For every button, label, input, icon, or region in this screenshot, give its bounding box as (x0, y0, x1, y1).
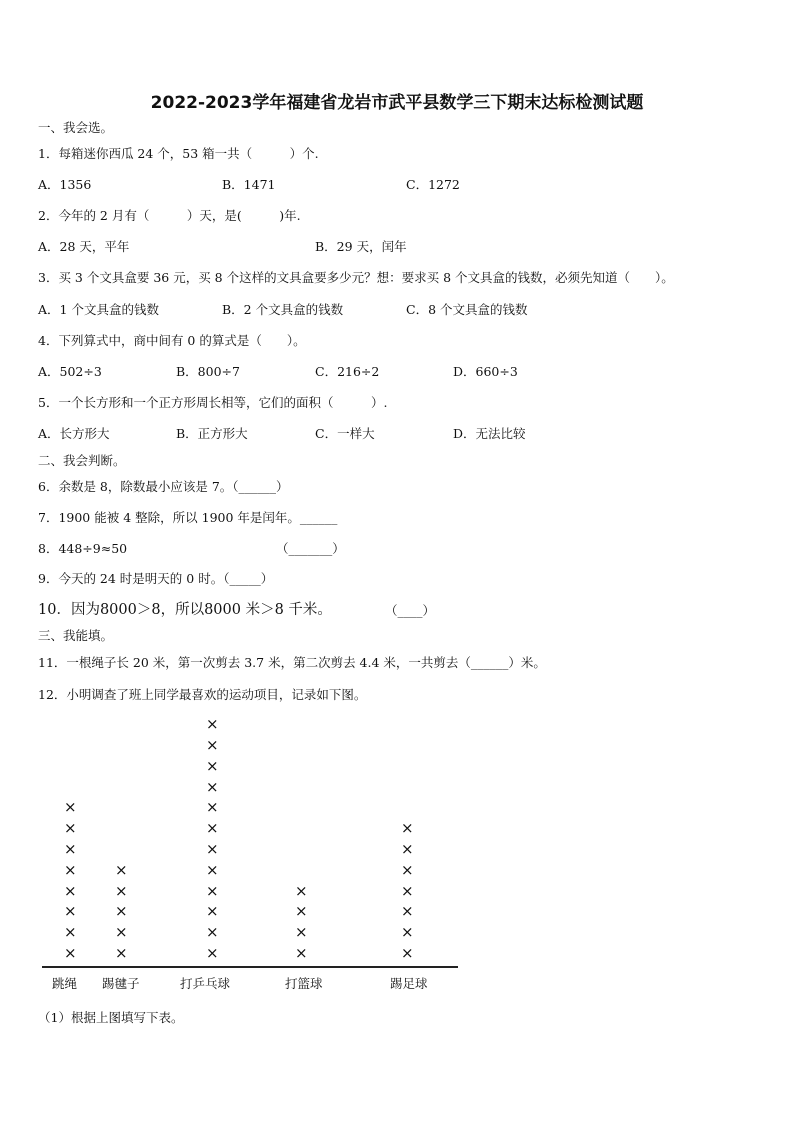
q1-option-a: A．1356 (38, 177, 92, 192)
tally-mark: × (401, 840, 414, 858)
tally-mark: × (115, 881, 128, 900)
tally-mark: × (401, 944, 414, 962)
tally-mark: × (206, 736, 219, 754)
page-title: 2022-2023学年福建省龙岩市武平县数学三下期末达标检测试题 (150, 93, 644, 113)
question-12: 12．小明调查了班上同学最喜欢的运动项目，记录如下图。 (38, 687, 367, 702)
tally-mark: × (401, 860, 414, 879)
category-label: 踢毽子 (102, 976, 140, 991)
tally-mark: × (401, 819, 414, 838)
q3-option-a: A．1 个文具盒的钱数 (38, 302, 159, 317)
tally-mark: × (206, 840, 219, 858)
q4-option-d: D．660÷3 (453, 364, 518, 379)
question-8-blank: （_______） (276, 541, 345, 556)
tally-mark: × (295, 944, 308, 962)
tally-mark: × (64, 798, 77, 817)
question-6: 6．余数是 8，除数最小应该是 7。（______） (38, 479, 289, 494)
question-3: 3．买 3 个文具盒要 36 元，买 8 个这样的文具盒要多少元？想：要求买 8 个文具盒的钱数，必须先知道（ ）。 (38, 270, 674, 285)
question-5: 5．一个长方形和一个正方形周长相等，它们的面积（ ）. (38, 395, 388, 410)
q1-option-b: B．1471 (222, 177, 276, 192)
chart-axis-line (42, 966, 458, 968)
tally-mark: × (206, 923, 219, 942)
q3-option-b: B．2 个文具盒的钱数 (222, 302, 344, 317)
tally-mark: × (206, 902, 219, 921)
tally-mark: × (401, 923, 414, 942)
tally-mark: × (206, 756, 219, 775)
question-9: 9．今天的 24 时是明天的 0 时。（_____） (38, 571, 274, 586)
tally-mark: × (64, 819, 77, 838)
section-heading-fill: 三、我能填。 (38, 628, 114, 643)
tally-mark: × (295, 902, 308, 921)
q2-option-b: B．29 天，闰年 (315, 239, 407, 254)
tally-mark: × (64, 902, 77, 921)
q4-option-a: A．502÷3 (38, 364, 102, 379)
tally-mark: × (64, 944, 77, 962)
tally-mark: × (206, 777, 219, 796)
q5-option-d: D．无法比较 (453, 426, 526, 441)
category-label: 打篮球 (285, 976, 323, 991)
tally-mark: × (206, 944, 219, 962)
q1-option-c: C．1272 (406, 177, 460, 192)
question-7: 7．1900 能被 4 整除，所以 1900 年是闰年。______ (38, 510, 338, 525)
section-heading-choose: 一、我会选。 (38, 120, 114, 135)
tally-mark: × (115, 902, 128, 921)
tally-mark: × (206, 819, 219, 838)
tally-mark: × (64, 840, 77, 858)
question-1: 1．每箱迷你西瓜 24 个，53 箱一共（ ）个. (38, 146, 319, 161)
tally-mark: × (206, 881, 219, 900)
q4-option-c: C．216÷2 (315, 364, 380, 379)
tally-mark: × (64, 860, 77, 879)
question-2: 2．今年的 2 月有（ ）天，是( )年. (38, 208, 301, 223)
q5-option-c: C．一样大 (315, 426, 375, 441)
subquestion-1: （1）根据上图填写下表。 (38, 1010, 184, 1025)
tally-mark: × (206, 860, 219, 879)
q5-option-b: B．正方形大 (176, 426, 248, 441)
section-heading-judge: 二、我会判断。 (38, 453, 126, 468)
question-8: 8．448÷9≈50 (38, 541, 128, 556)
question-10-blank: （____） (385, 603, 436, 618)
question-4: 4．下列算式中，商中间有 0 的算式是（ ）。 (38, 333, 306, 348)
tally-mark: × (206, 715, 219, 734)
category-label: 踢足球 (390, 976, 428, 991)
q4-option-b: B．800÷7 (176, 364, 240, 379)
tally-mark: × (206, 798, 219, 817)
question-10: 10．因为8000＞8，所以8000 米＞8 千米。 (38, 602, 332, 618)
tally-mark: × (64, 923, 77, 942)
tally-mark: × (115, 944, 128, 962)
tally-mark: × (401, 902, 414, 921)
tally-mark: × (295, 923, 308, 942)
tally-mark: × (64, 881, 77, 900)
category-label: 跳绳 (52, 976, 78, 991)
category-label: 打乒乓球 (180, 976, 231, 991)
tally-mark: × (401, 881, 414, 900)
q3-option-c: C．8 个文具盒的钱数 (406, 302, 528, 317)
q5-option-a: A．长方形大 (38, 426, 110, 441)
tally-mark: × (295, 881, 308, 900)
question-11: 11．一根绳子长 20 米，第一次剪去 3.7 米，第二次剪去 4.4 米，一共剪去（______）米。 (38, 655, 546, 670)
tally-mark: × (115, 923, 128, 942)
tally-mark: × (115, 860, 128, 879)
q2-option-a: A．28 天，平年 (38, 239, 130, 254)
